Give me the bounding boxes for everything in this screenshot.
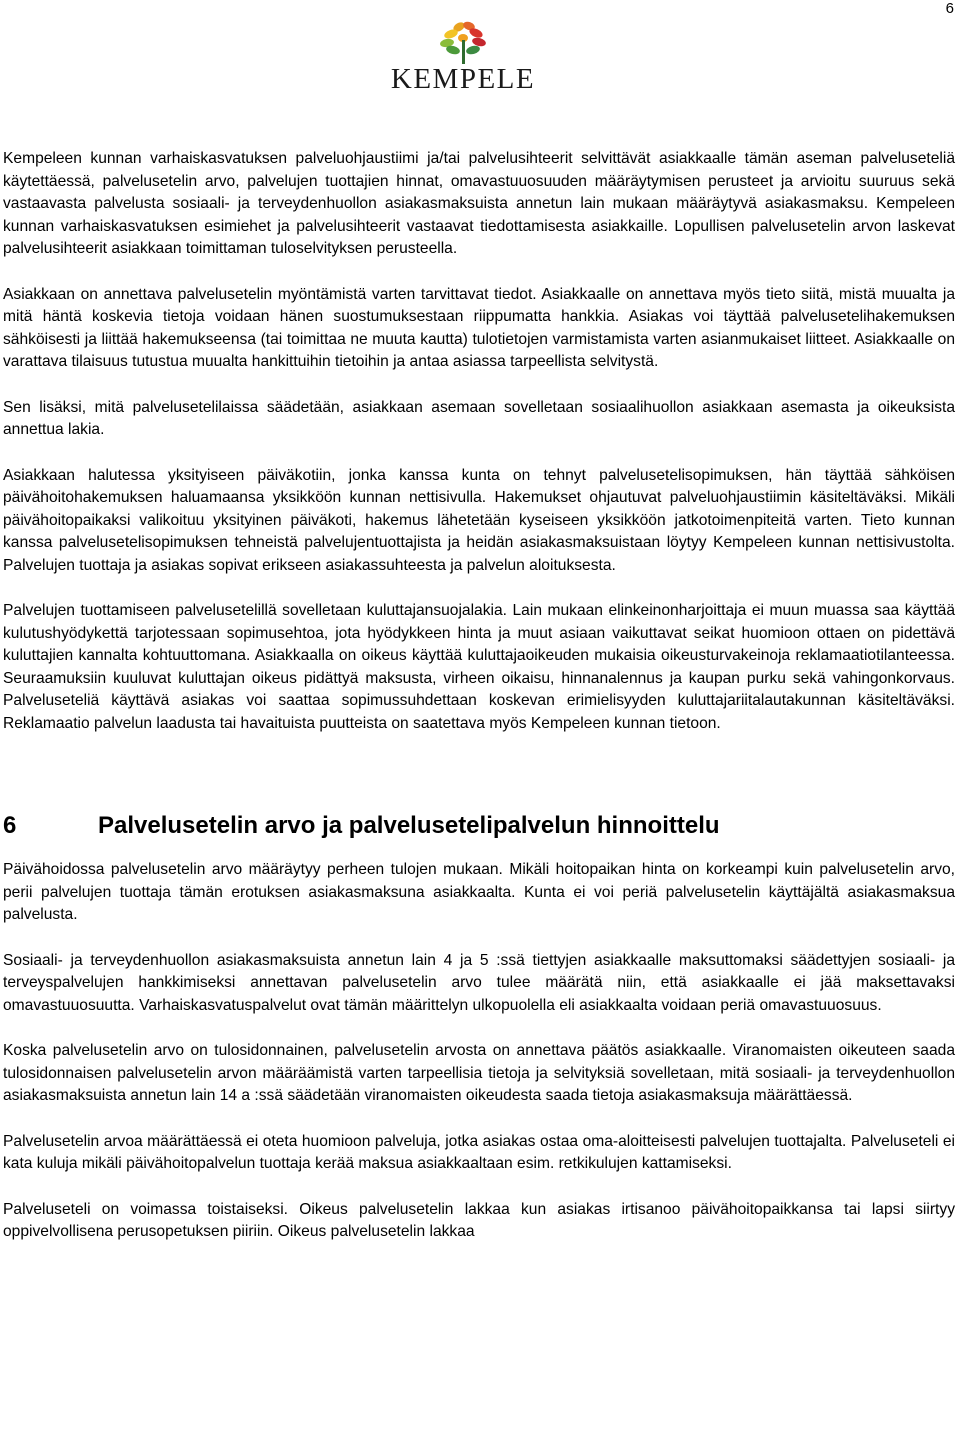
kempele-logo [383,20,543,94]
logo-text: KEMPELE [390,63,536,95]
paragraph: Palvelusetelin arvoa määrättäessä ei oteta huomioon palveluja, jotka asiakas ostaa oma-aloitteisesti palvelujen tuottajalta. Palveluseteli ei kata kuluja mikäli päivähoitopalvelun tuottaja kerää maksua asiakkaaltaan esim. retkikulujen kattamiseksi. [3,1132,955,1172]
page-number: 6 [945,0,954,17]
paragraph: Asiakkaan on annettava palvelusetelin myöntämistä varten tarvittavat tiedot. Asiakkaalle on annettava myös tieto siitä, mistä muualta ja mitä häntä koskevia tietoja voidaan hänen suostumuksestaan riippumatta hankkia. Asiakas voi täyttää palvelusetelihakemuksen sähköisesti ja liittää hakemukseensa (tai toimittaa ne muuta kautta) tulotietojen varmistamista varten asianmukaiset liitteet. Asiakkaalle on varattava tilaisuus tutustua muualta hankittuihin tietoihin ja antaa asiassa tarpeellista selvitystä. [3,285,955,370]
paragraph: Sosiaali- ja terveydenhuollon asiakasmaksuista annetun lain 4 ja 5 :ssä tiettyjen asiakkaalle maksuttomaksi säädettyjen sosiaali- ja terveyspalvelujen hankkimiseksi annettavan palvelusetelin arvo tulee määrätä niin, että asiakkaalle ei jää maksettavaksi omavastuuosuutta. Varhaiskasvatuspalvelut ovat tämän määrittelyn ulkopuolella eli asiakkaalta voidaan periä omavastuuosuus. [3,951,955,1014]
paragraph: Koska palvelusetelin arvo on tulosidonnainen, palvelusetelin arvosta on annettava päätös asiakkaalle. Viranomaisten oikeuteen saada tulosidonnaisen palvelusetelin arvon määräämistä varten tarpeellisia tietoja ja selvityksiä sovelletaan, mitä sosiaali- ja terveydenhuollon asiakasmaksuista annetun lain 14 a :ssä säädetään viranomaisten oikeudesta saada tietoja asiakasmaksuja määrättäessä. [3,1042,955,1104]
paragraph: Kempeleen kunnan varhaiskasvatuksen palveluohjaustiimi ja/tai palvelusihteerit selvittävät asiakkaalle tämän aseman palveluseteliä käytettäessä, palvelusetelin arvo, palvelujen tuottajien hinnat, omavastuuosuuden määräytymisen perusteet ja arvioitu suuruus sekä vastaavasta palvelusta sosiaali- ja terveydenhuollon asiakasmaksuista annetun lain mukaan määräytyvä asiakasmaksu. Kempeleen kunnan varhaiskasvatuksen esimiehet ja palvelusihteerit vastaavat tiedottamisesta asiakkaille. Lopullisen palvelusetelin arvon laskevat palvelusihteerit asiakkaan toimittaman tuloselvityksen perusteella. [3,150,955,257]
section-heading [3,811,955,841]
document-body [3,148,955,1267]
paragraph: Sen lisäksi, mitä palvelusetelilaissa säädetään, asiakkaan asemaan sovelletaan sosiaalihuollon asiakkaan asemasta ja oikeuksista annettua lakia. [3,398,955,438]
kempele-tree-logo-icon [435,20,491,66]
section-number: 6 [3,812,17,839]
paragraph: Päivähoidossa palvelusetelin arvo määräytyy perheen tulojen mukaan. Mikäli hoitopaikan hinta on korkeampi kuin palvelusetelin arvo, perii palvelujen tuottaja tämän erotuksen asiakasmaksuna asiakkaalta. Kunta ei voi periä palvelusetelin käyttäjältä asiakasmaksua palvelusta. [3,861,955,923]
section-title: Palvelusetelin arvo ja palvelusetelipalvelun hinnoittelu [98,812,720,839]
paragraph: Palveluseteli on voimassa toistaiseksi. Oikeus palvelusetelin lakkaa kun asiakas irtisanoo päivähoitopaikkansa tai lapsi siirtyy oppivelvollisena perusopetuksen piiriin. Oikeus palvelusetelin lakkaa [3,1200,955,1240]
paragraph: Asiakkaan halutessa yksityiseen päiväkotiin, jonka kanssa kunta on tehnyt palvelusetelisopimuksen, hän täyttää sähköisen päivähoitohakemuksen haluamaansa yksikköön kunnan nettisivulla. Hakemukset ohjautuvat palveluohjaustiimin käsiteltäväksi. Mikäli päivähoitopaikaksi valikoituu yksityinen päiväkoti, hakemus lähetetään kyseiseen yksikköön jatkotoimenpiteitä varten. Tieto kunnan kanssa palvelusetelisopimuksen tehneistä palvelujentuottajista ja heidän asiakasmaksuistaan löytyy Kempeleen kunnan nettisivustolta. Palvelujen tuottaja ja asiakas sopivat erikseen asiakassuhteesta ja palvelun aloituksesta. [3,466,955,574]
paragraph: Palvelujen tuottamiseen palvelusetelillä sovelletaan kuluttajansuojalakia. Lain mukaan elinkeinonharjoittaja ei muun muassa saa käyttää kulutushyödykettä tarjotessaan sopimusehtoa, jota hyödykkeen hinta ja muut asiaan vaikuttavat seikat huomioon ottaen on pidettävä kuluttajien kannalta kohtuuttomana. Asiakkaalla on oikeus käyttää kuluttajaoikeuden mukaisia oikeusturvakeinoja reklamaatiotilanteessa. Seuraamuksiin kuuluvat kuluttajan oikeus pidättyä maksusta, virheen oikaisu, hinnanalennus ja kaupan purku sekä vahingonkorvaus. Palveluseteliä käyttävä asiakas voi saattaa sopimussuhdettaan koskevan erimielisyyden kuluttajariitalautakunnan käsiteltäväksi. Reklamaatio palvelun laadusta tai havaituista puutteista on saatettava myös Kempeleen kunnan tietoon. [3,602,955,732]
